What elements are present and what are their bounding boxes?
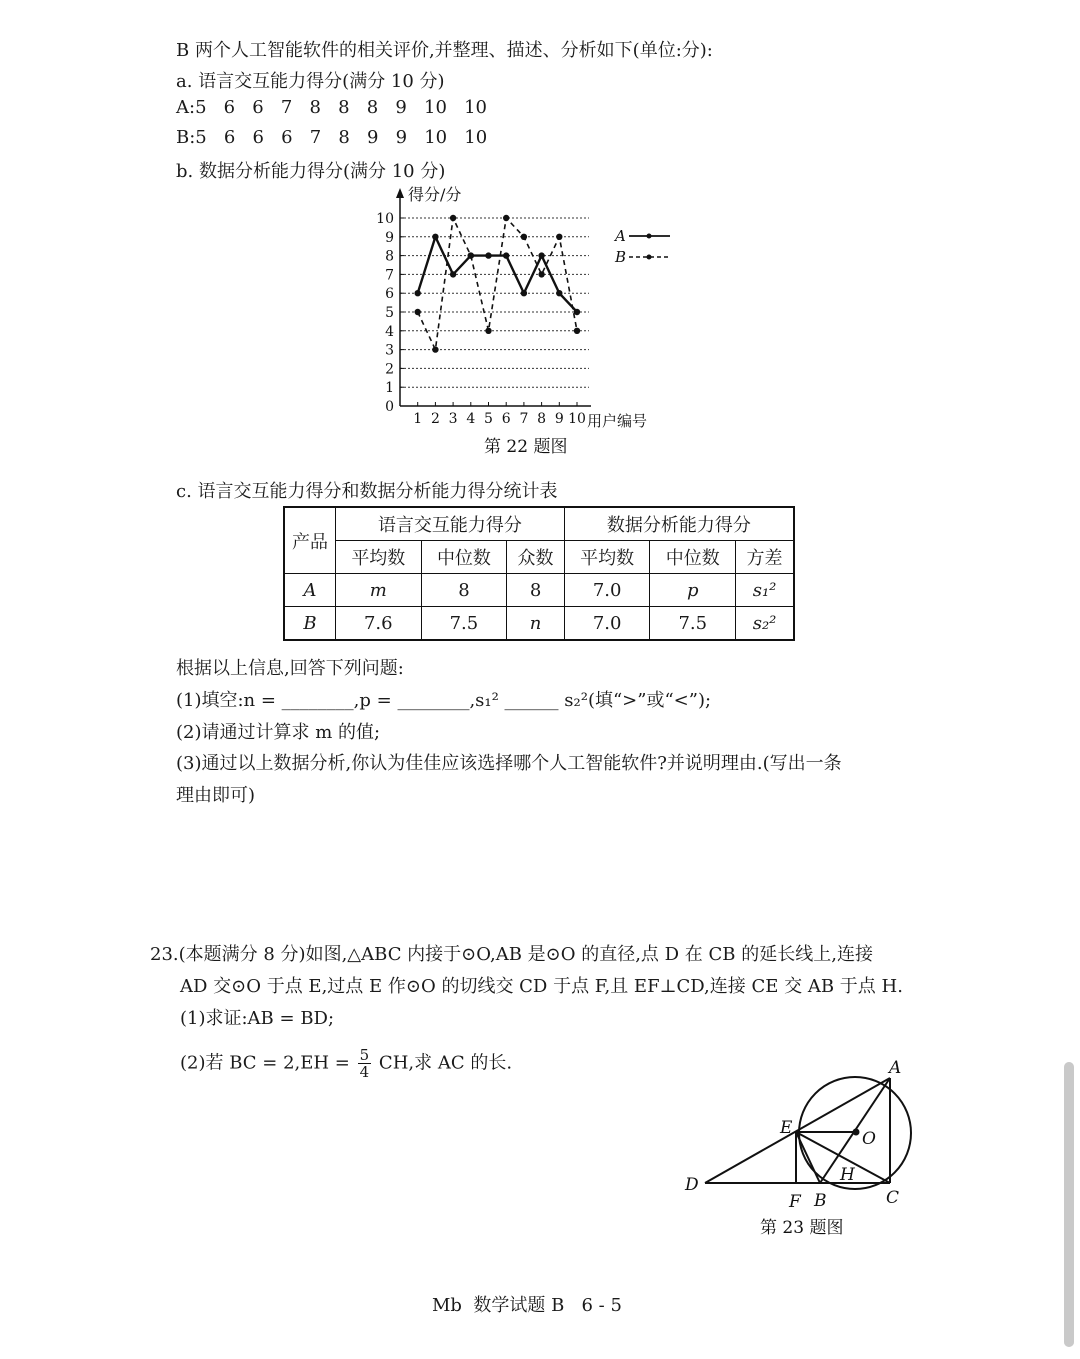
q2-prefix: (2)若 BC = 2,EH = <box>180 1052 350 1074</box>
legend-marker-a <box>647 234 652 239</box>
y-tick-label: 9 <box>385 229 394 246</box>
label-c: C <box>886 1188 900 1208</box>
fraction-numerator: 5 <box>359 1046 370 1064</box>
point-a <box>556 290 562 296</box>
x-axis-title: 用户编号 <box>587 412 648 430</box>
y-tick-label: 0 <box>385 399 394 415</box>
sub-header: 中位数 <box>650 541 736 574</box>
page-footer: Mb 数学试题 B 6 - 5 <box>432 1295 622 1316</box>
x-tick-label: 2 <box>430 411 440 427</box>
series-line-b <box>418 218 577 350</box>
table-row <box>284 607 794 641</box>
label-e: E <box>780 1118 793 1138</box>
part-a-label: a. 语言交互能力得分(满分 10 分) <box>176 71 445 92</box>
table-cell: 7.0 <box>564 607 650 641</box>
part-c-label: c. 语言交互能力得分和数据分析能力得分统计表 <box>176 481 558 502</box>
y-tick-label: 1 <box>385 380 394 397</box>
y-tick-label: 6 <box>385 286 394 303</box>
fraction-denominator: 4 <box>359 1063 370 1081</box>
table-cell: 7.5 <box>421 607 507 641</box>
problem-23-line2: AD 交⊙O 于点 E,过点 E 作⊙O 的切线交 CD 于点 F,且 EF⊥CD,连接 CE 交 AB 于点 H. <box>180 976 903 997</box>
table-cell: p <box>650 574 736 607</box>
sub-header: 中位数 <box>421 541 507 574</box>
x-tick-label: 4 <box>466 411 476 427</box>
row-a-scores: A:5 6 6 7 8 8 8 9 10 10 <box>176 97 487 118</box>
product-header: 产品 <box>284 507 336 574</box>
point-a <box>521 290 527 296</box>
x-tick-label: 3 <box>448 411 458 427</box>
x-tick-label: 6 <box>501 411 511 427</box>
problem-23-q2 <box>180 1047 512 1080</box>
legend-marker-b <box>647 255 652 260</box>
sub-header: 方差 <box>736 541 794 574</box>
question-3-line2: 理由即可) <box>176 785 256 806</box>
table-cell: B <box>284 607 336 641</box>
sub-header: 平均数 <box>564 541 650 574</box>
point-b <box>485 328 491 334</box>
center-o-dot <box>853 1129 860 1136</box>
label-o: O <box>862 1129 876 1149</box>
table-cell: 8 <box>507 574 565 607</box>
chart-caption: 第 22 题图 <box>484 437 568 457</box>
point-b <box>574 328 580 334</box>
group2-header: 数据分析能力得分 <box>564 507 794 541</box>
label-f: F <box>789 1192 801 1212</box>
x-tick-label: 9 <box>554 411 564 427</box>
y-tick-label: 3 <box>385 342 394 359</box>
point-b <box>538 271 544 277</box>
label-b: B <box>814 1191 827 1211</box>
point-a <box>503 252 509 258</box>
question-2: (2)请通过计算求 m 的值; <box>176 722 381 743</box>
point-b <box>556 234 562 240</box>
questions-intro: 根据以上信息,回答下列问题: <box>176 658 404 679</box>
x-tick-label: 10 <box>568 411 586 427</box>
label-d: D <box>685 1175 699 1195</box>
table-cell: n <box>507 607 565 641</box>
statistics-table <box>283 506 795 641</box>
x-tick-label: 5 <box>484 411 493 427</box>
problem-23-q1: (1)求证:AB = BD; <box>180 1008 335 1029</box>
question-3-line1: (3)通过以上数据分析,你认为佳佳应该选择哪个人工智能软件?并说明理由.(写出一条 <box>176 753 842 774</box>
y-tick-label: 5 <box>385 305 394 321</box>
part-b-label: b. 数据分析能力得分(满分 10 分) <box>176 161 446 182</box>
point-a <box>538 252 544 258</box>
table-cell: 7.0 <box>564 574 650 607</box>
segment-eb <box>796 1132 820 1183</box>
x-tick-label: 1 <box>413 411 423 427</box>
point-a <box>485 252 491 258</box>
intro-line: B 两个人工智能软件的相关评价,并整理、描述、分析如下(单位:分): <box>176 40 713 61</box>
table-cell: s₁² <box>736 574 794 607</box>
table-cell: s₂² <box>736 607 794 641</box>
label-a: A <box>889 1058 902 1078</box>
point-a <box>415 290 421 296</box>
sub-header: 众数 <box>507 541 565 574</box>
y-tick-label: 7 <box>385 267 394 284</box>
point-b <box>468 252 474 258</box>
point-b <box>503 215 509 221</box>
problem-23-line1: 23.(本题满分 8 分)如图,△ABC 内接于⊙O,AB 是⊙O 的直径,点 D 在 CB 的延长线上,连接 <box>150 944 873 965</box>
geometry-figure <box>675 1055 920 1245</box>
point-b <box>521 234 527 240</box>
row-b-scores: B:5 6 6 6 7 8 9 9 10 10 <box>176 127 488 148</box>
x-tick-label: 8 <box>537 411 547 427</box>
table-row <box>284 574 794 607</box>
point-a <box>432 234 438 240</box>
point-b <box>432 346 438 352</box>
sub-header: 平均数 <box>336 541 422 574</box>
point-a <box>450 271 456 277</box>
table-cell: 8 <box>421 574 507 607</box>
point-b <box>415 309 421 315</box>
question-1: (1)填空:n = ________,p = ________,s₁² ______ s₂²(填“>”或“<”); <box>176 690 712 711</box>
legend-label-b: B <box>615 248 627 266</box>
y-tick-label: 8 <box>385 248 394 265</box>
figure-caption: 第 23 题图 <box>760 1218 844 1238</box>
table-cell: 7.6 <box>336 607 422 641</box>
y-axis-arrow <box>396 188 404 198</box>
group1-header: 语言交互能力得分 <box>336 507 565 541</box>
label-h: H <box>840 1165 855 1185</box>
y-axis-title: 得分/分 <box>408 185 462 204</box>
x-tick-label: 7 <box>519 411 529 427</box>
y-tick-label: 4 <box>385 323 394 340</box>
table-cell: 7.5 <box>650 607 736 641</box>
table-cell: A <box>284 574 336 607</box>
fraction <box>358 1047 372 1080</box>
table-cell: m <box>336 574 422 607</box>
y-tick-label: 2 <box>385 361 394 378</box>
q2-suffix: CH,求 AC 的长. <box>378 1052 513 1074</box>
legend-label-a: A <box>615 227 626 245</box>
line-chart <box>340 180 700 465</box>
point-a <box>574 309 580 315</box>
scrollbar-thumb[interactable] <box>1064 1062 1074 1347</box>
point-b <box>450 215 456 221</box>
y-tick-label: 10 <box>376 211 394 227</box>
